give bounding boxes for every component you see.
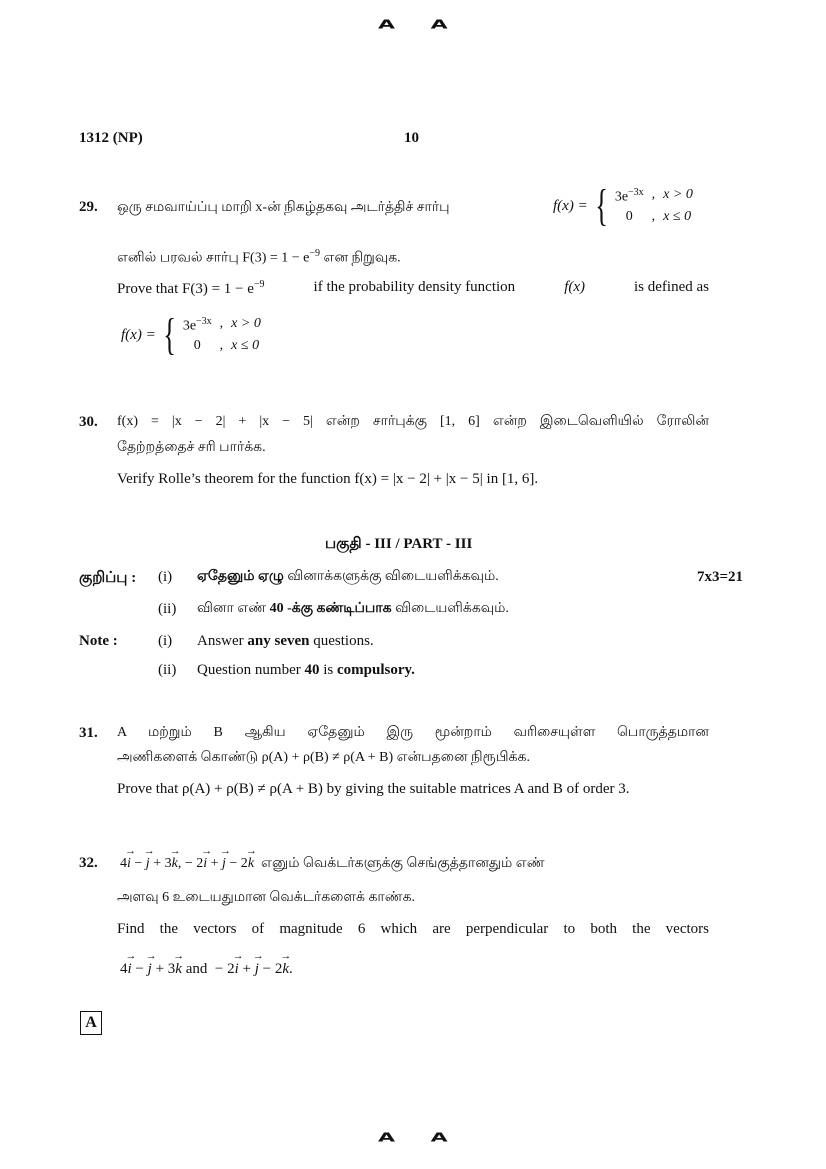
bottom-logo: A A [378, 1131, 462, 1145]
q30-tamil-line2: தேற்றத்தைச் சரி பார்க்க. [117, 440, 266, 455]
question-number: 32. [79, 855, 98, 871]
part-title: பகுதி - III / PART - III [325, 536, 473, 552]
marks: 7x3=21 [697, 569, 744, 585]
q31-english: Prove that ρ(A) + ρ(B) ≠ ρ(A + B) by giving the suitable matrices A and B of order 3. [117, 781, 630, 797]
q31-tamil-line2: அணிகளைக் கொண்டு ρ(A) + ρ(B) ≠ ρ(A + B) என்பதனை நிரூபிக்க. [117, 750, 530, 765]
question-number: 29. [79, 199, 98, 215]
q29-piecewise-english: f(x) = { $3e^{-3x}$ , x > 0 0 , x ≤ 0 [121, 310, 261, 359]
top-logo: A A [378, 18, 462, 32]
q30-tamil-line1: f(x) = |x − 2| + |x − 5| என்ற சார்புக்கு [1, 6] என்ற இடைவெளியில் ரோலின் [117, 414, 709, 429]
note-index: (ii) [158, 662, 177, 678]
question-number: 30. [79, 414, 98, 430]
note-index: (i) [158, 633, 173, 649]
q29-piecewise-tamil: f(x) = { $3e^{-3x}$ , x > 0 0 , x ≤ 0 [553, 181, 693, 230]
brace: { [594, 181, 608, 230]
note-label-tamil: குறிப்பு : [79, 570, 137, 586]
q29-english: Prove that $F(3) = 1 - e^{-9}$ if the probability density function f(x) is defined as [117, 279, 709, 297]
note-tamil-i: ஏதேனும் ஏழு வினாக்களுக்கு விடையளிக்கவும். [197, 569, 499, 584]
q32-english-line1: Find the vectors of magnitude 6 which are perpendicular to both the vectors [117, 921, 709, 937]
q30-english: Verify Rolle’s theorem for the function f(x) = |x − 2| + |x − 5| in [1, 6]. [117, 471, 539, 487]
note-english-ii: Question number 40 is compulsory. [197, 662, 415, 678]
note-tamil-ii: வினா எண் 40 -க்கு கண்டிப்பாக விடையளிக்கவும். [197, 601, 509, 616]
paper-code: 1312 (NP) [79, 130, 143, 146]
question-number: 31. [79, 725, 98, 741]
note-label-english: Note : [79, 633, 118, 649]
page-number: 10 [404, 130, 419, 146]
q32-english-line2: 4→ i − → j + 3→ k and − 2→ i + → j − 2→ k. [120, 961, 293, 978]
q32-tamil-line2: அளவு 6 உடையதுமான வெக்டர்களைக் காண்க. [117, 890, 416, 905]
q32-tamil-line1: 4→ i − → j + 3→ k, − 2→ i + → j − 2→ k எனும் வெக்டர்களுக்கு செங்குத்தானதும் எண் [120, 856, 545, 873]
q31-tamil-line1: A மற்றும் B ஆகிய ஏதேனும் இரு மூன்றாம் வரிசையுள்ள பொருத்தமான [117, 725, 709, 740]
note-english-i: Answer any seven questions. [197, 633, 374, 649]
q29-tamil-line2: எனில் பரவல் சார்பு $F(3) = 1 - e^{-9}$ என நிறுவுக. [117, 248, 401, 266]
fx-label: f(x) = [553, 197, 588, 214]
q29-tamil-line1: ஒரு சமவாய்ப்பு மாறி x-ன் நிகழ்தகவு அடர்த்திச் சார்பு [117, 200, 450, 215]
note-index: (i) [158, 569, 173, 585]
version-box: A [80, 1011, 102, 1035]
note-index: (ii) [158, 601, 177, 617]
